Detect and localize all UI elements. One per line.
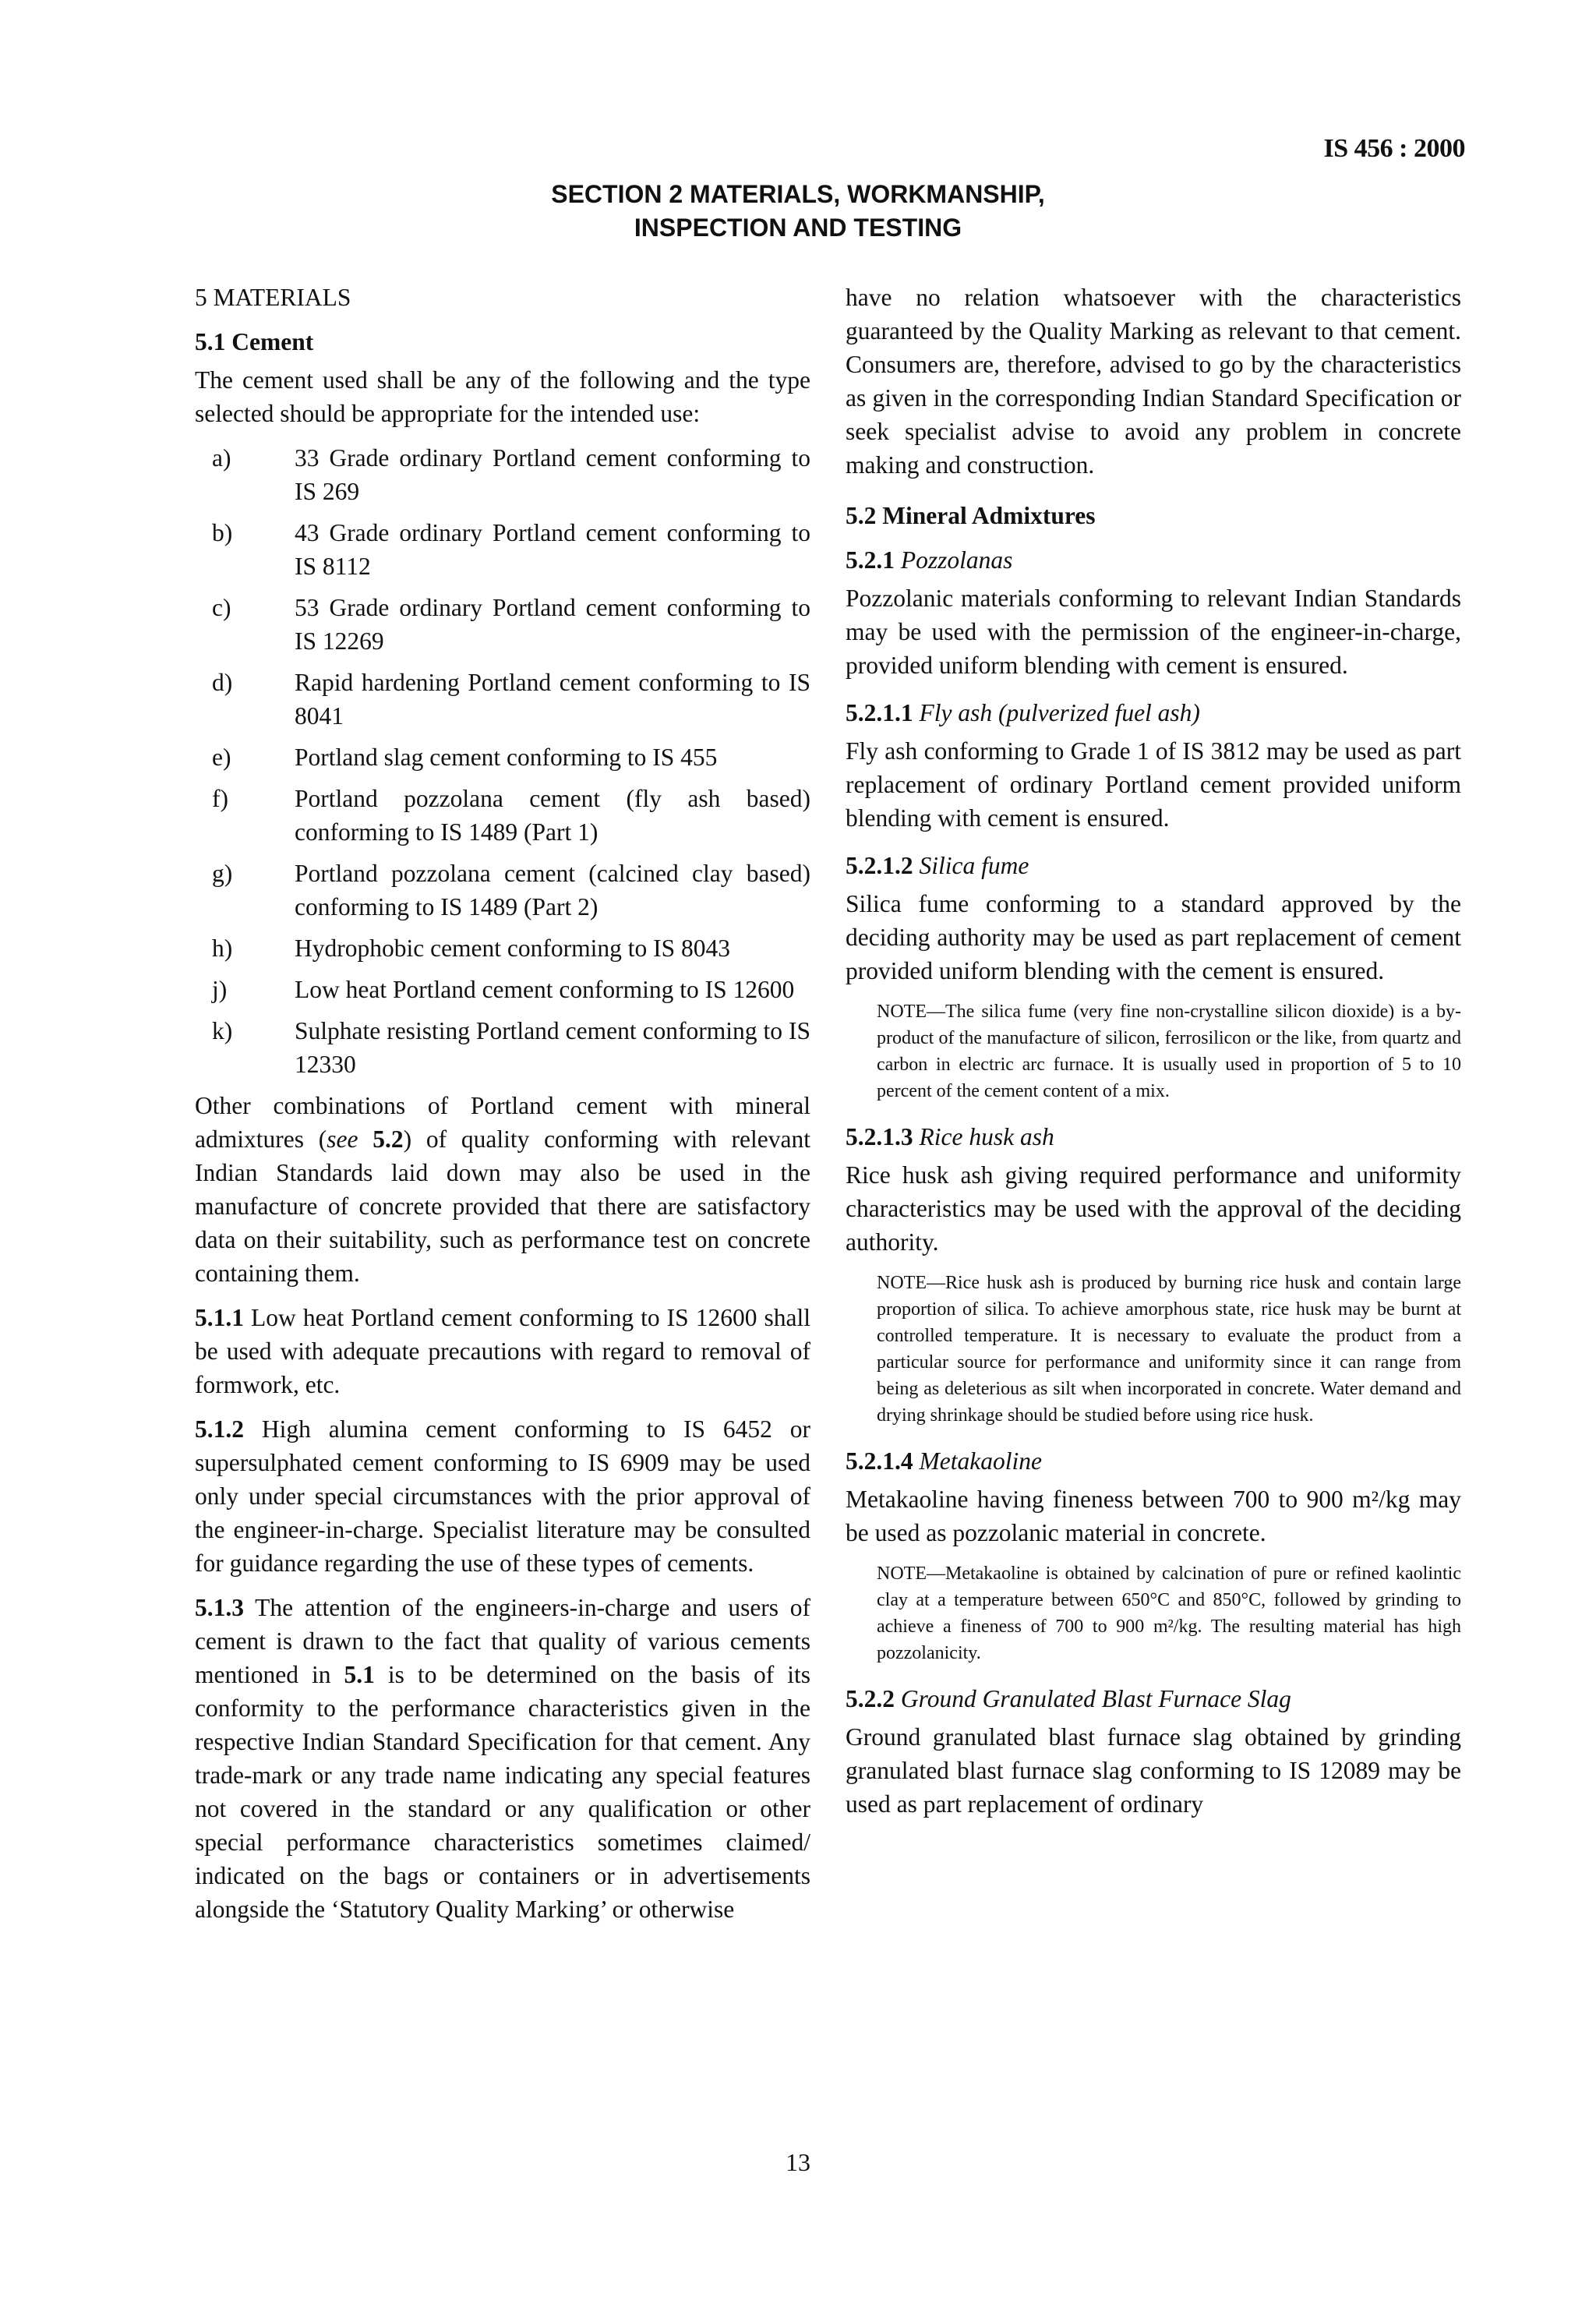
- clause-number: 5.1.1: [195, 1304, 244, 1331]
- document-code: IS 456 : 2000: [1323, 134, 1465, 163]
- clause-number: 5.2.1.2: [846, 852, 913, 879]
- page-number: 13: [786, 2148, 810, 2176]
- clause-text: The attention of the engineers-in-charge and users of cement is drawn to the fact that quality of various cements mentioned in: [195, 1594, 810, 1688]
- clause-text: is to be determined on the basis of its conformity to the performance characteristics given in the respective Indian Standard Specification for that cement. Any trade-mark or any trade name indicating any special features not covered in the standard or any qualification or other special performance characteristics sometimes claimed/ indicated on the bags or containers or in advertisements alongside the ‘Statutory Quality Marking’ or otherwise: [195, 1661, 810, 1923]
- list-marker: k): [212, 1017, 233, 1044]
- list-item: [195, 740, 810, 774]
- list-marker: d): [212, 669, 233, 696]
- right-column: [846, 281, 1461, 1832]
- clause-number: 5.2.1.3: [846, 1123, 913, 1150]
- left-column: [195, 281, 810, 1937]
- clause-title: Silica fume: [913, 852, 1029, 879]
- text-span: Other combinations of Portland cement with mineral admixtures (: [195, 1092, 810, 1153]
- list-marker: h): [212, 935, 233, 962]
- list-item-text: Rapid hardening Portland cement conforming to IS 8041: [295, 669, 810, 730]
- clause-5-2-1-3-text: Rice husk ash giving required performance and uniformity characteristics may be used with the approval of the deciding authority.: [846, 1161, 1461, 1256]
- list-item-text: Low heat Portland cement conforming to IS 12600: [295, 976, 795, 1003]
- clause-title: Pozzolanas: [895, 546, 1013, 574]
- clause-reference: 5.2: [358, 1125, 404, 1153]
- clause-reference: 5.1: [344, 1661, 375, 1688]
- see-reference: see: [327, 1125, 358, 1153]
- clause-number: 5.2.1: [846, 546, 895, 574]
- list-item: [195, 782, 810, 849]
- list-item-text: 53 Grade ordinary Portland cement conforming to IS 12269: [295, 594, 810, 655]
- list-item: [195, 441, 810, 508]
- clause-5-2-1-3-heading: [846, 1120, 1461, 1154]
- clause-5-2-1-2-text: Silica fume conforming to a standard approved by the deciding authority may be used as part replacement of cement provided uniform blending with the cement is ensured.: [846, 890, 1461, 984]
- list-marker: j): [212, 976, 228, 1003]
- clause-5-2-1-2-heading: [846, 849, 1461, 882]
- list-marker: c): [212, 594, 231, 621]
- cement-intro: The cement used shall be any of the following and the type selected should be appropriate for the intended use:: [195, 366, 810, 427]
- list-item: [195, 857, 810, 924]
- clause-5-1-1: [195, 1301, 810, 1401]
- clause-title: Fly ash (pulverized fuel ash): [913, 699, 1200, 726]
- section-title: [0, 178, 1596, 245]
- list-item: [195, 591, 810, 658]
- clause-5-2-2-text: Ground granulated blast furnace slag obtained by grinding granulated blast furnace slag conforming to IS 12089 may be used as part replacement of ordinary: [846, 1723, 1461, 1818]
- clause-5-2-1-4-text: Metakaoline having fineness between 700 to 900 m²/kg may be used as pozzolanic material in concrete.: [846, 1486, 1461, 1546]
- clause-number: 5.1.3: [195, 1594, 244, 1621]
- clause-5-2-2-heading: [846, 1682, 1461, 1716]
- list-item-text: Hydrophobic cement conforming to IS 8043: [295, 935, 731, 962]
- other-combinations-paragraph: [195, 1089, 810, 1290]
- rice-husk-note: NOTE—Rice husk ash is produced by burning rice husk and contain large proportion of silica. To achieve amorphous state, rice husk may be burnt at controlled temperature. It is necessary to evaluate the product from a particular source for performance and uniformity since it can range from being as deleterious as silt when incorporated in concrete. Water demand and drying shrinkage should be studied before using rice husk.: [877, 1273, 1461, 1426]
- clause-number: 5.1.2: [195, 1415, 244, 1443]
- clause-number: 5.2.2: [846, 1685, 895, 1712]
- list-marker: g): [212, 860, 233, 887]
- section-title-line-1: SECTION 2 MATERIALS, WORKMANSHIP,: [551, 180, 1045, 208]
- list-item: [195, 516, 810, 583]
- list-marker: e): [212, 744, 231, 771]
- clause-number: 5.2.1.4: [846, 1447, 913, 1475]
- list-item: [195, 1014, 810, 1081]
- cement-types-list: [195, 441, 810, 1081]
- list-item-text: Portland pozzolana cement (calcined clay based) conforming to IS 1489 (Part 2): [295, 860, 810, 920]
- silica-fume-note: NOTE—The silica fume (very fine non-crystalline silicon dioxide) is a by-product of the manufacture of silicon, ferrosilicon or the like, from quartz and carbon in electric arc furnace. It is usually used in proportion of 5 to 10 percent of the cement content of a mix.: [877, 1002, 1461, 1101]
- clause-5-2-1-4-heading: [846, 1444, 1461, 1478]
- list-item: [195, 973, 810, 1006]
- text-span: ) of quality conforming with relevant Indian Standards laid down may also be used in the manufacture of concrete provided that there are satisfactory data on their suitability, such as performance test on concrete containing them.: [195, 1125, 810, 1287]
- continued-paragraph: have no relation whatsoever with the characteristics guaranteed by the Quality Marking as relevant to that cement. Consumers are, therefore, advised to go by the characteristics as given in the corresponding Indian Standard Specification or seek specialist advise to avoid any problem in concrete making and construction.: [846, 284, 1461, 479]
- list-item-text: 33 Grade ordinary Portland cement conforming to IS 269: [295, 444, 810, 505]
- clause-text: High alumina cement conforming to IS 6452 or supersulphated cement conforming to IS 6909 may be used only under special circumstances with the prior approval of the engineer-in-charge. Specialist literature may be consulted for guidance regarding the use of these types of cements.: [195, 1415, 810, 1577]
- section-title-line-2: INSPECTION AND TESTING: [634, 214, 962, 242]
- clause-title: Rice husk ash: [913, 1123, 1054, 1150]
- materials-heading: 5 MATERIALS: [195, 284, 351, 311]
- clause-text: Low heat Portland cement conforming to IS 12600 shall be used with adequate precautions with regard to removal of formwork, etc.: [195, 1304, 810, 1398]
- list-item: [195, 931, 810, 965]
- list-item-text: Sulphate resisting Portland cement conforming to IS 12330: [295, 1017, 810, 1078]
- list-item-text: 43 Grade ordinary Portland cement conforming to IS 8112: [295, 519, 810, 580]
- clause-5-1-2: [195, 1412, 810, 1580]
- list-item-text: Portland pozzolana cement (fly ash based) conforming to IS 1489 (Part 1): [295, 785, 810, 846]
- clause-5-1-3: [195, 1591, 810, 1926]
- list-item: [195, 666, 810, 733]
- clause-title: Ground Granulated Blast Furnace Slag: [895, 1685, 1291, 1712]
- clause-5-2-1-1-heading: [846, 696, 1461, 730]
- list-item-text: Portland slag cement conforming to IS 455: [295, 744, 718, 771]
- clause-number: 5.2.1.1: [846, 699, 913, 726]
- list-marker: a): [212, 444, 231, 472]
- clause-5-2-1-heading: [846, 543, 1461, 577]
- cement-heading: 5.1 Cement: [195, 328, 314, 355]
- metakaoline-note: NOTE—Metakaoline is obtained by calcination of pure or refined kaolintic clay at a temperature between 650°C and 850°C, followed by grinding to achieve a fineness of 700 to 900 m²/kg. The resulting material has high pozzolanicity.: [877, 1564, 1461, 1663]
- clause-title: Metakaoline: [913, 1447, 1042, 1475]
- clause-5-2-1-1-text: Fly ash conforming to Grade 1 of IS 3812 may be used as part replacement of ordinary Portland cement provided uniform blending with cement is ensured.: [846, 737, 1461, 832]
- mineral-admixtures-heading: 5.2 Mineral Admixtures: [846, 502, 1096, 529]
- list-marker: b): [212, 519, 233, 546]
- list-marker: f): [212, 785, 228, 812]
- clause-5-2-1-text: Pozzolanic materials conforming to relevant Indian Standards may be used with the permission of the engineer-in-charge, provided uniform blending with cement is ensured.: [846, 585, 1461, 679]
